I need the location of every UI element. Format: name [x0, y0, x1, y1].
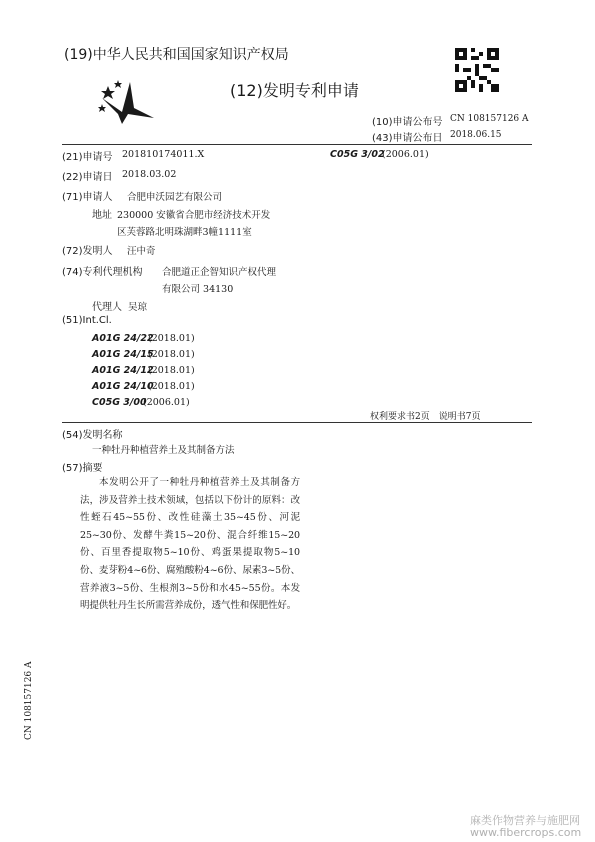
intcl-label: (51)Int.Cl.: [62, 315, 112, 326]
qr-code: [455, 48, 499, 96]
inventor-label: (72)发明人: [62, 246, 113, 257]
pub-no-label: (10)申请公布号: [372, 117, 443, 128]
ipc-top-code: C05G 3/02: [330, 149, 385, 160]
office-name: (19)中华人民共和国国家知识产权局: [64, 47, 289, 63]
intcl-year: (2006.01): [143, 397, 190, 408]
agency-label: (74)专利代理机构: [62, 267, 143, 278]
applicant-label: (71)申请人: [62, 192, 113, 203]
intcl-year: (2018.01): [148, 365, 195, 376]
ipc-top-year: (2006.01): [382, 149, 429, 160]
intcl-code: A01G 24/15: [92, 349, 154, 360]
pub-no: CN 108157126 A: [450, 114, 529, 124]
inventor: 汪中奇: [127, 246, 156, 257]
intcl-code: A01G 24/22: [92, 333, 154, 344]
app-date: 2018.03.02: [122, 169, 177, 180]
intcl-year: (2018.01): [148, 381, 195, 392]
abstract-text: 本发明公开了一种牡丹种植营养土及其制备方法，涉及营养土技术领域，包括以下份计的原料：改性蛭石45~55份、改性硅藻土35~45份、河泥25~30份、发酵牛粪15~20份、混合纤维15~20份、百里香提取物5~10份、鸡蛋果提取物5~10份、麦芽粉4~6份、腐殖酸粉4~6份、尿素3~5份、营养液3~5份、生根剂3~5份和水45~55份。本发明提供牡丹生长所需营养成份，透气性和保肥性好。: [80, 477, 300, 612]
app-no: 201810174011.X: [122, 149, 205, 160]
watermark-line1: 麻类作物营养与施肥网: [470, 814, 580, 827]
document-type: (12)发明专利申请: [230, 81, 359, 100]
cnipa-logo: [98, 78, 158, 128]
agent: 吴琼: [128, 302, 148, 313]
pages-info: 权利要求书2页 说明书7页: [370, 412, 481, 422]
agent-label: 代理人: [92, 302, 122, 313]
address-line1: 230000 安徽省合肥市经济技术开发: [117, 210, 271, 221]
pub-date: 2018.06.15: [450, 130, 502, 140]
intcl-code: A01G 24/10: [92, 381, 154, 392]
invention-title: 一种牡丹种植营养土及其制备方法: [92, 445, 235, 456]
intcl-code: A01G 24/12: [92, 365, 154, 376]
agency-line2: 有限公司 34130: [162, 284, 234, 295]
agency-line1: 合肥道正企智知识产权代理: [162, 267, 277, 278]
section-rule: [62, 422, 532, 423]
intcl-code: C05G 3/00: [92, 397, 147, 408]
title-label: (54)发明名称: [62, 430, 123, 441]
address-label: 地址: [92, 210, 112, 221]
pub-date-label: (43)申请公布日: [372, 133, 443, 144]
applicant: 合肥申沃园艺有限公司: [127, 192, 223, 203]
address-line2: 区芙蓉路北明珠湖畔3幢1111室: [117, 227, 252, 238]
side-publication-number: CN 108157126 A: [24, 661, 34, 740]
app-no-label: (21)申请号: [62, 152, 113, 163]
app-date-label: (22)申请日: [62, 172, 113, 183]
header-rule: [62, 144, 532, 145]
intcl-year: (2018.01): [148, 333, 195, 344]
intcl-year: (2018.01): [148, 349, 195, 360]
watermark-line2: www.fibercrops.com: [470, 826, 582, 839]
abstract-label: (57)摘要: [62, 463, 103, 474]
